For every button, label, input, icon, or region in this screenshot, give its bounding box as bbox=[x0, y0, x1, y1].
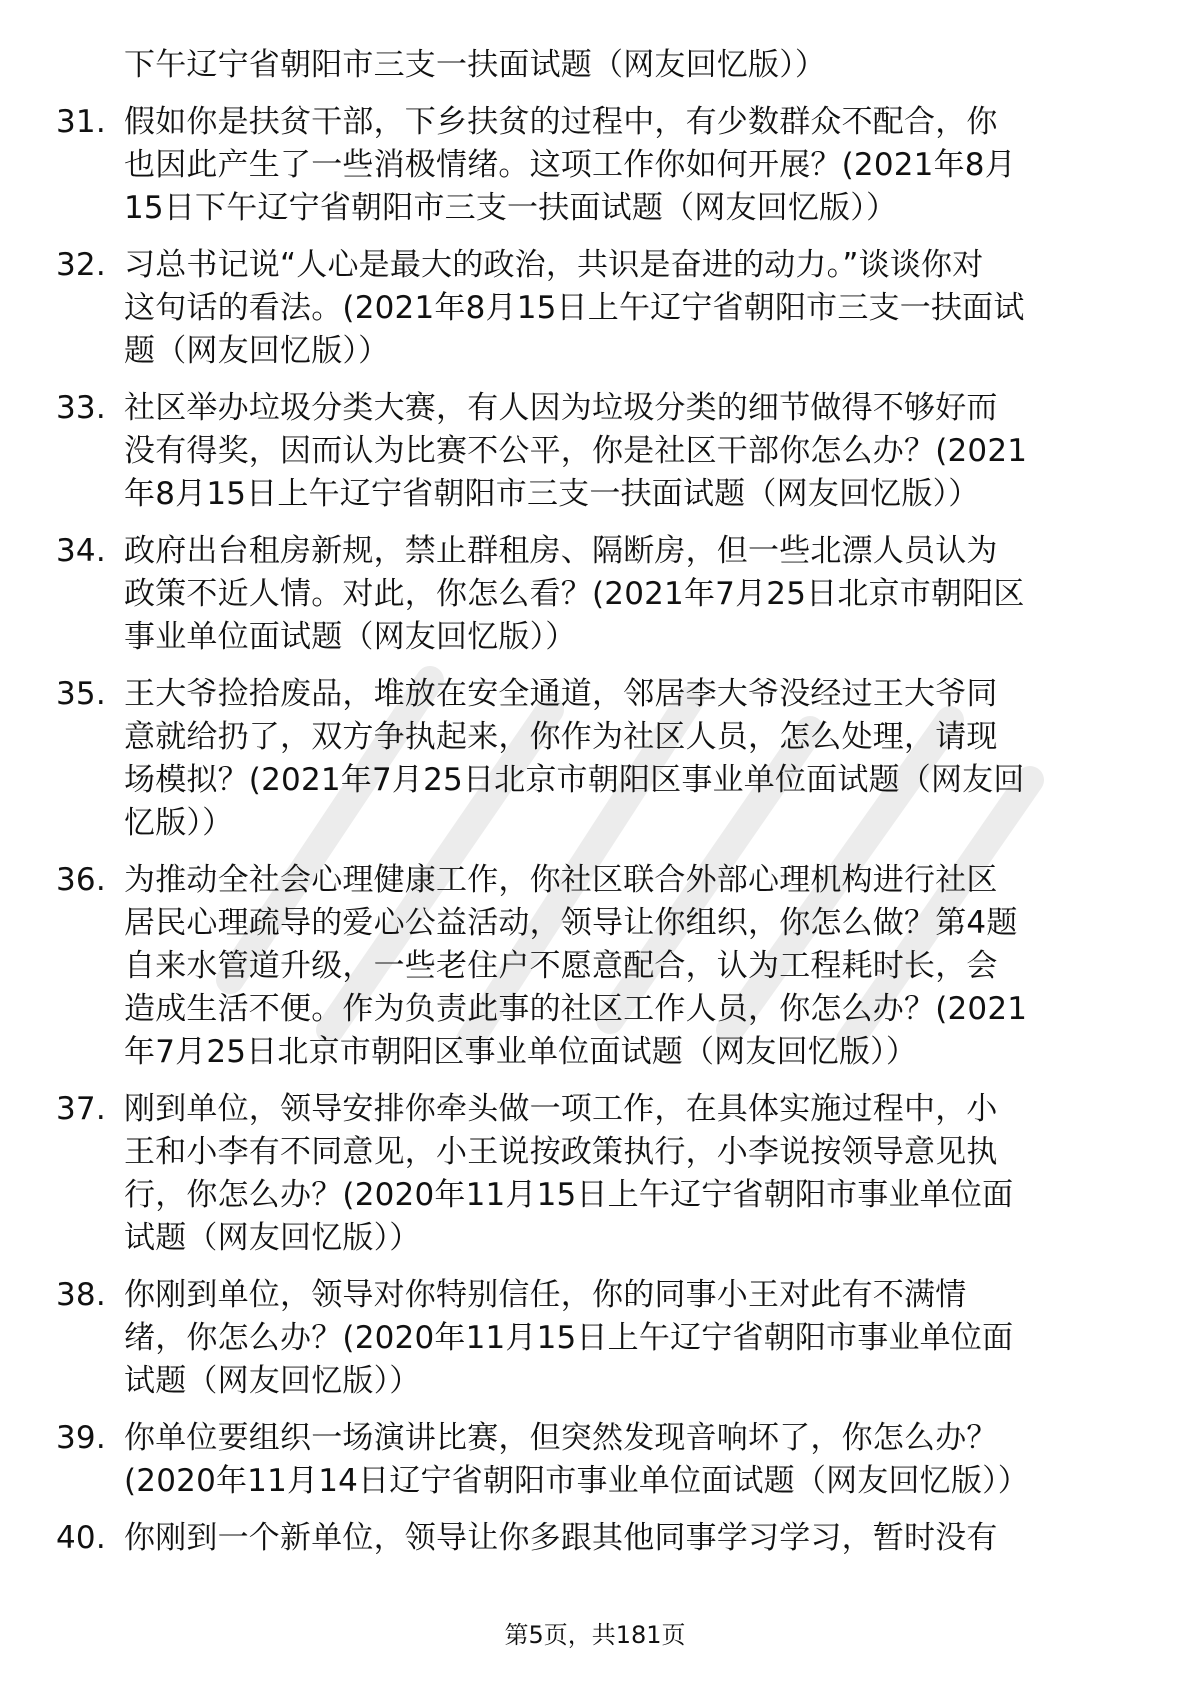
question-text bbox=[124, 244, 1132, 373]
question-item bbox=[56, 1417, 1132, 1503]
question-number: 37. bbox=[56, 1091, 106, 1127]
question-item bbox=[56, 387, 1132, 516]
question-item bbox=[56, 673, 1132, 845]
question-number: 40. bbox=[56, 1520, 106, 1556]
question-line: 年8月15日上午辽宁省朝阳市三支一扶面试题（网友回忆版）） bbox=[124, 476, 980, 512]
question-line: 年7月25日北京市朝阳区事业单位面试题（网友回忆版）） bbox=[124, 1034, 918, 1070]
question-text bbox=[124, 673, 1132, 845]
question-line: 也因此产生了一些消极情绪。这项工作你如何开展？(2021年8月 bbox=[124, 147, 1016, 183]
question-line: 这句话的看法。(2021年8月15日上午辽宁省朝阳市三支一扶面试 bbox=[124, 290, 1025, 326]
question-line: (2020年11月14日辽宁省朝阳市事业单位面试题（网友回忆版）） bbox=[124, 1463, 1029, 1499]
question-line: 居民心理疏导的爱心公益活动，领导让你组织，你怎么做？第4题 bbox=[124, 905, 1018, 941]
question-item bbox=[56, 859, 1132, 1074]
question-line: 王大爷捡拾废品，堆放在安全通道，邻居李大爷没经过王大爷同 bbox=[124, 676, 998, 712]
question-line: 你单位要组织一场演讲比赛，但突然发现音响坏了，你怎么办？ bbox=[124, 1420, 998, 1456]
question-line: 题（网友回忆版）） bbox=[124, 333, 390, 369]
question-number: 39. bbox=[56, 1420, 106, 1456]
question-text bbox=[124, 1088, 1132, 1260]
question-line: 政府出台租房新规，禁止群租房、隔断房，但一些北漂人员认为 bbox=[124, 533, 998, 569]
question-line: 绪，你怎么办？(2020年11月15日上午辽宁省朝阳市事业单位面 bbox=[124, 1320, 1014, 1356]
question-item bbox=[56, 1274, 1132, 1403]
question-line: 事业单位面试题（网友回忆版）） bbox=[124, 619, 577, 655]
question-line: 你刚到单位，领导对你特别信任，你的同事小王对此有不满情 bbox=[124, 1277, 967, 1313]
question-line: 试题（网友回忆版）） bbox=[124, 1363, 421, 1399]
question-number: 32. bbox=[56, 247, 106, 283]
continued-text: 下午辽宁省朝阳市三支一扶面试题（网友回忆版）） bbox=[124, 47, 827, 83]
question-text bbox=[124, 387, 1132, 516]
question-text bbox=[124, 1517, 1132, 1560]
question-line: 没有得奖，因而认为比赛不公平，你是社区干部你怎么办？(2021 bbox=[124, 433, 1028, 469]
question-line: 意就给扔了，双方争执起来，你作为社区人员，怎么处理，请现 bbox=[124, 719, 998, 755]
question-text bbox=[124, 859, 1132, 1074]
question-line: 刚到单位，领导安排你牵头做一项工作，在具体实施过程中，小 bbox=[124, 1091, 998, 1127]
question-item bbox=[56, 1088, 1132, 1260]
question-text bbox=[124, 101, 1132, 230]
question-number: 33. bbox=[56, 390, 106, 426]
question-item bbox=[56, 530, 1132, 659]
question-text bbox=[124, 1417, 1132, 1503]
question-line: 你刚到一个新单位，领导让你多跟其他同事学习学习，暂时没有 bbox=[124, 1520, 998, 1556]
question-line: 社区举办垃圾分类大赛，有人因为垃圾分类的细节做得不够好而 bbox=[124, 390, 998, 426]
question-line: 政策不近人情。对此，你怎么看？(2021年7月25日北京市朝阳区 bbox=[124, 576, 1025, 612]
question-line: 习总书记说“人心是最大的政治，共识是奋进的动力。”谈谈你对 bbox=[124, 247, 984, 283]
question-line: 自来水管道升级，一些老住户不愿意配合，认为工程耗时长，会 bbox=[124, 948, 998, 984]
question-list bbox=[56, 44, 1132, 1574]
question-line: 场模拟？(2021年7月25日北京市朝阳区事业单位面试题（网友回 bbox=[124, 762, 1025, 798]
question-line: 15日下午辽宁省朝阳市三支一扶面试题（网友回忆版）） bbox=[124, 190, 898, 226]
question-item bbox=[56, 244, 1132, 373]
question-line: 试题（网友回忆版）） bbox=[124, 1220, 421, 1256]
question-line: 行，你怎么办？(2020年11月15日上午辽宁省朝阳市事业单位面 bbox=[124, 1177, 1014, 1213]
question-text bbox=[124, 530, 1132, 659]
question-line: 忆版）） bbox=[124, 805, 234, 841]
page-number: 第5页，共181页 bbox=[504, 1621, 686, 1649]
question-number: 36. bbox=[56, 862, 106, 898]
question-line: 假如你是扶贫干部，下乡扶贫的过程中，有少数群众不配合，你 bbox=[124, 104, 998, 140]
question-line: 为推动全社会心理健康工作，你社区联合外部心理机构进行社区 bbox=[124, 862, 998, 898]
question-line: 造成生活不便。作为负责此事的社区工作人员，你怎么办？(2021 bbox=[124, 991, 1028, 1027]
question-number: 31. bbox=[56, 104, 106, 140]
question-number: 34. bbox=[56, 533, 106, 569]
question-item bbox=[56, 1517, 1132, 1560]
question-text bbox=[124, 1274, 1132, 1403]
question-line: 王和小李有不同意见，小王说按政策执行，小李说按领导意见执 bbox=[124, 1134, 998, 1170]
question-number: 38. bbox=[56, 1277, 106, 1313]
question-item bbox=[56, 101, 1132, 230]
question-number: 35. bbox=[56, 676, 106, 712]
